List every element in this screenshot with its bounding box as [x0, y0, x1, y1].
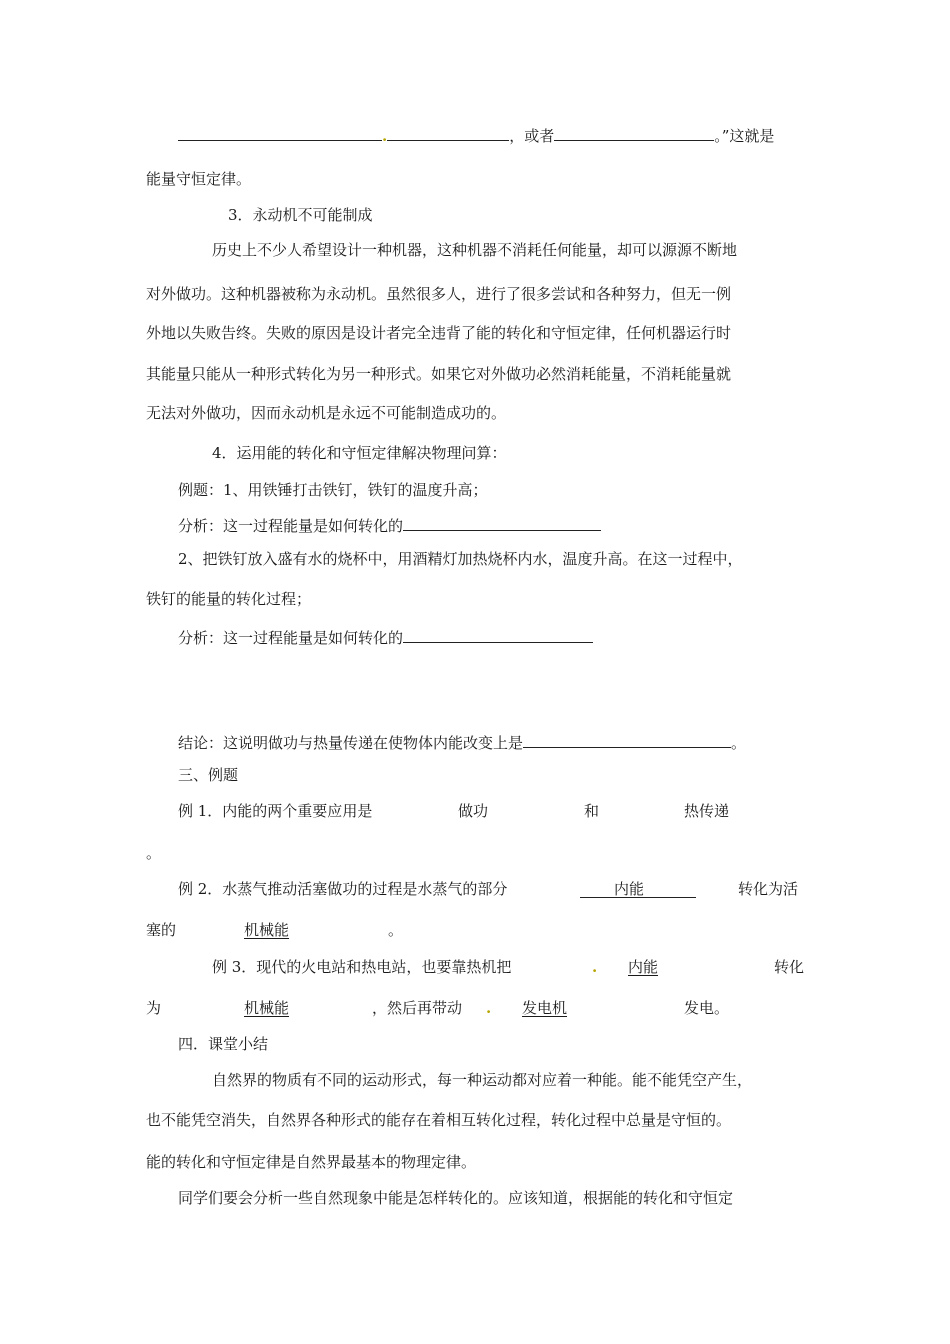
answer-blank[interactable] [523, 731, 731, 748]
ex3-answer-1: 内能 [628, 958, 659, 976]
paragraph-line: 对外做功。这种机器被称为永动机。虽然很多人，进行了很多尝试和各种努力，但无一例 [146, 285, 732, 303]
answer-blank[interactable] [403, 626, 593, 643]
analysis-label: 分析：这一过程能量是如何转化的 [178, 517, 404, 535]
analysis-line [178, 626, 593, 648]
paragraph-line: 历史上不少人希望设计一种机器，这种机器不消耗任何能量，却可以源源不断地 [212, 241, 738, 259]
ex2-answer-blank [580, 879, 696, 898]
paragraph-line: 其能量只能从一种形式转化为另一种形式。如果它对外做功必然消耗能量，不消耗能量就 [146, 365, 732, 383]
ex3-mid2: ，然后再带动 [372, 999, 463, 1017]
conclusion-end: 。 [731, 734, 747, 752]
ex2-end: 。 [388, 921, 404, 939]
ex3-answer-2: 机械能 [244, 999, 290, 1017]
paragraph-line: 能量守恒定律。 [146, 170, 252, 188]
ex3-end: 发电。 [684, 999, 730, 1017]
section-heading: 三、例题 [178, 766, 239, 784]
section-heading: 4．运用能的转化和守恒定律解决物理问算： [212, 444, 507, 462]
ex3-mid: 转化 [774, 958, 805, 976]
answer-blank[interactable] [387, 124, 509, 141]
ex1-answer-1: 做功 [458, 802, 489, 820]
section-heading: 3．永动机不可能制成 [228, 206, 373, 224]
text-or: ，或者 [509, 127, 555, 145]
paragraph-line: 无法对外做功，因而永动机是永远不可能制造成功的。 [146, 404, 507, 422]
ex3-label: 例 3．现代的火电站和热电站，也要靠热机把 [212, 958, 512, 976]
marker-dot: . [592, 958, 598, 976]
marker-dot: . [486, 999, 492, 1017]
analysis-label: 分析：这一过程能量是如何转化的 [178, 629, 404, 647]
fill-blank-line [178, 124, 774, 146]
paragraph-line: 外地以失败告终。失败的原因是设计者完全违背了能的转化和守恒定律，任何机器运行时 [146, 324, 732, 342]
ex3-line2-label: 为 [146, 999, 162, 1017]
answer-blank[interactable] [554, 124, 714, 141]
ex1-and: 和 [584, 802, 600, 820]
section-heading: 四．课堂小结 [178, 1035, 269, 1053]
example-text: 2、把铁钉放入盛有水的烧杯中，用酒精灯加热烧杯内水，温度升高。在这一过程中， [178, 550, 743, 568]
paragraph-line: 自然界的物质有不同的运动形式，每一种运动都对应着一种能。能不能凭空产生， [212, 1071, 753, 1089]
analysis-line [178, 514, 601, 536]
example-text: 例题：1、用铁锤打击铁钉，铁钉的温度升高； [178, 481, 488, 499]
text-end: 。”这就是 [714, 127, 775, 145]
paragraph-line: 能的转化和守恒定律是自然界最基本的物理定律。 [146, 1153, 477, 1171]
ex2-label: 例 2．水蒸气推动活塞做功的过程是水蒸气的部分 [178, 880, 508, 898]
example-text: 铁钉的能量的转化过程； [146, 590, 312, 608]
ex2-mid: 转化为活 [738, 880, 799, 898]
ex1-end: 。 [146, 844, 162, 862]
answer-blank[interactable] [178, 124, 382, 141]
paragraph-line: 也不能凭空消失，自然界各种形式的能存在着相互转化过程，转化过程中总量是守恒的。 [146, 1111, 732, 1129]
ex3-answer-3: 发电机 [522, 999, 568, 1017]
ex2-answer-1: 内能 [614, 880, 645, 898]
conclusion-text: 结论：这说明做功与热量传递在使物体内能改变上是 [178, 734, 524, 752]
marker-dot: . [382, 127, 388, 145]
ex1-answer-2: 热传递 [684, 802, 730, 820]
ex2-answer-2: 机械能 [244, 921, 290, 939]
ex1-label: 例 1．内能的两个重要应用是 [178, 802, 373, 820]
paragraph-line: 同学们要会分析一些自然现象中能是怎样转化的。应该知道，根据能的转化和守恒定 [178, 1189, 734, 1207]
ex2-line2-label: 塞的 [146, 921, 177, 939]
conclusion-line [178, 731, 746, 753]
answer-blank[interactable] [403, 514, 601, 531]
